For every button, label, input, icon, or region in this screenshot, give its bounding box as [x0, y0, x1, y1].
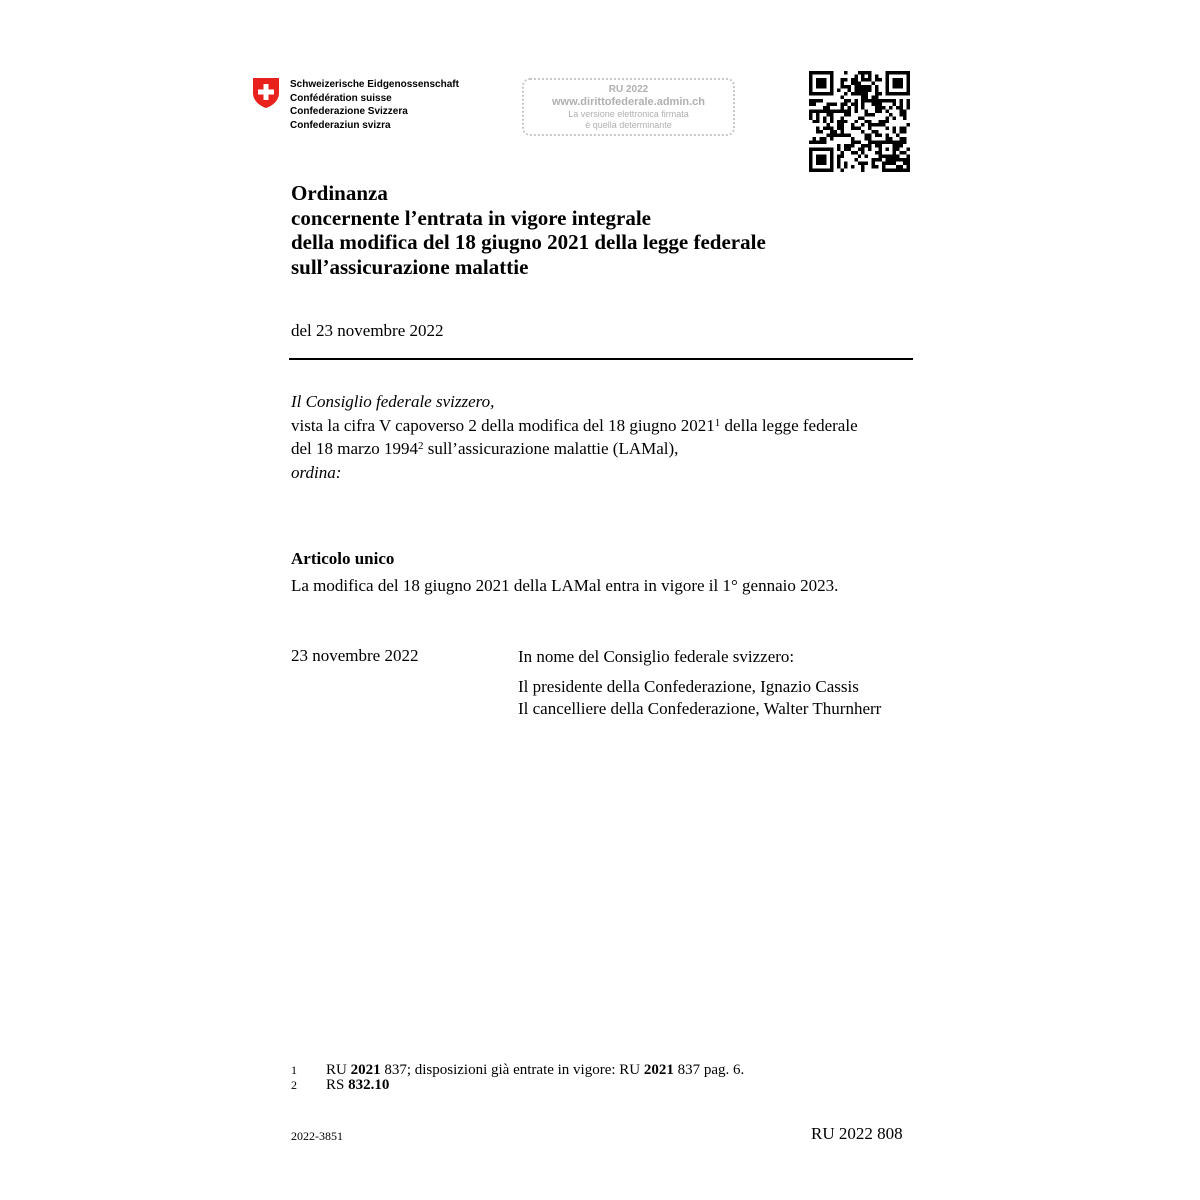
footnote-ref-1: 1	[714, 416, 721, 429]
footnote-ref-2: 2	[418, 440, 424, 452]
title-line-2: concernente l’entrata in vigore integrale	[291, 205, 652, 230]
preamble	[291, 390, 911, 484]
title-line-4: sull’assicurazione malattie	[291, 254, 529, 279]
confed-name-rm: Confederaziun svizra	[290, 119, 391, 131]
signature-chancellor: Il cancelliere della Confederazione, Walter Thurnherr	[518, 699, 882, 718]
publication-stamp	[522, 78, 735, 136]
stamp-note-1: La versione elettronica firmata	[568, 109, 689, 119]
signature-president: Il presidente della Confederazione, Ignazio Cassis	[518, 677, 859, 696]
swiss-emblem-icon	[252, 77, 280, 109]
footnote-1: 1 RU 2021 837; disposizioni già entrate in vigore: RU 2021 837 pag. 6.	[291, 1062, 745, 1078]
signature-intro: In nome del Consiglio federale svizzero:	[518, 647, 795, 666]
confed-name-it: Confederazione Svizzera	[290, 106, 408, 117]
title-line-1: Ordinanza	[291, 181, 388, 205]
confed-name-fr: Confédération suisse	[290, 92, 392, 104]
qr-code-icon	[809, 71, 910, 172]
stamp-note-2: è quella determinante	[585, 120, 672, 130]
article-title: Articolo unico	[291, 549, 395, 568]
signature-block	[518, 646, 881, 720]
stamp-url: www.dirittofederale.admin.ch	[551, 96, 705, 108]
confed-name-de: Schweizerische Eidgenossenschaft	[290, 79, 459, 90]
preamble-authority: Il Consiglio federale svizzero,	[291, 392, 495, 411]
confederation-names	[290, 78, 459, 132]
official-reference: RU 2022 808	[811, 1124, 903, 1143]
ordinance-date: del 23 novembre 2022	[291, 321, 444, 340]
preamble-ordains: ordina:	[291, 462, 342, 482]
page-title	[291, 181, 766, 279]
footnote-2: 2 RS 832.10	[291, 1077, 390, 1093]
article-text: La modifica del 18 giugno 2021 della LAMal entra in vigore il 1° gennaio 2023.	[291, 576, 839, 595]
stamp-collection: RU 2022	[608, 84, 649, 95]
footnotes	[291, 1063, 744, 1093]
title-line-3: della modifica del 18 giugno 2021 della legge federale	[291, 230, 766, 254]
document-number: 2022-3851	[291, 1129, 343, 1143]
divider	[289, 358, 913, 360]
signature-date: 23 novembre 2022	[291, 646, 419, 665]
preamble-line-1: vista la cifra V capoverso 2 della modifica del 18 giugno 2021$^1$ della legge federale	[291, 415, 858, 435]
preamble-line-2: del 18 marzo 1994$^2$ sull’assicurazione malattie (LAMal),	[291, 439, 679, 458]
